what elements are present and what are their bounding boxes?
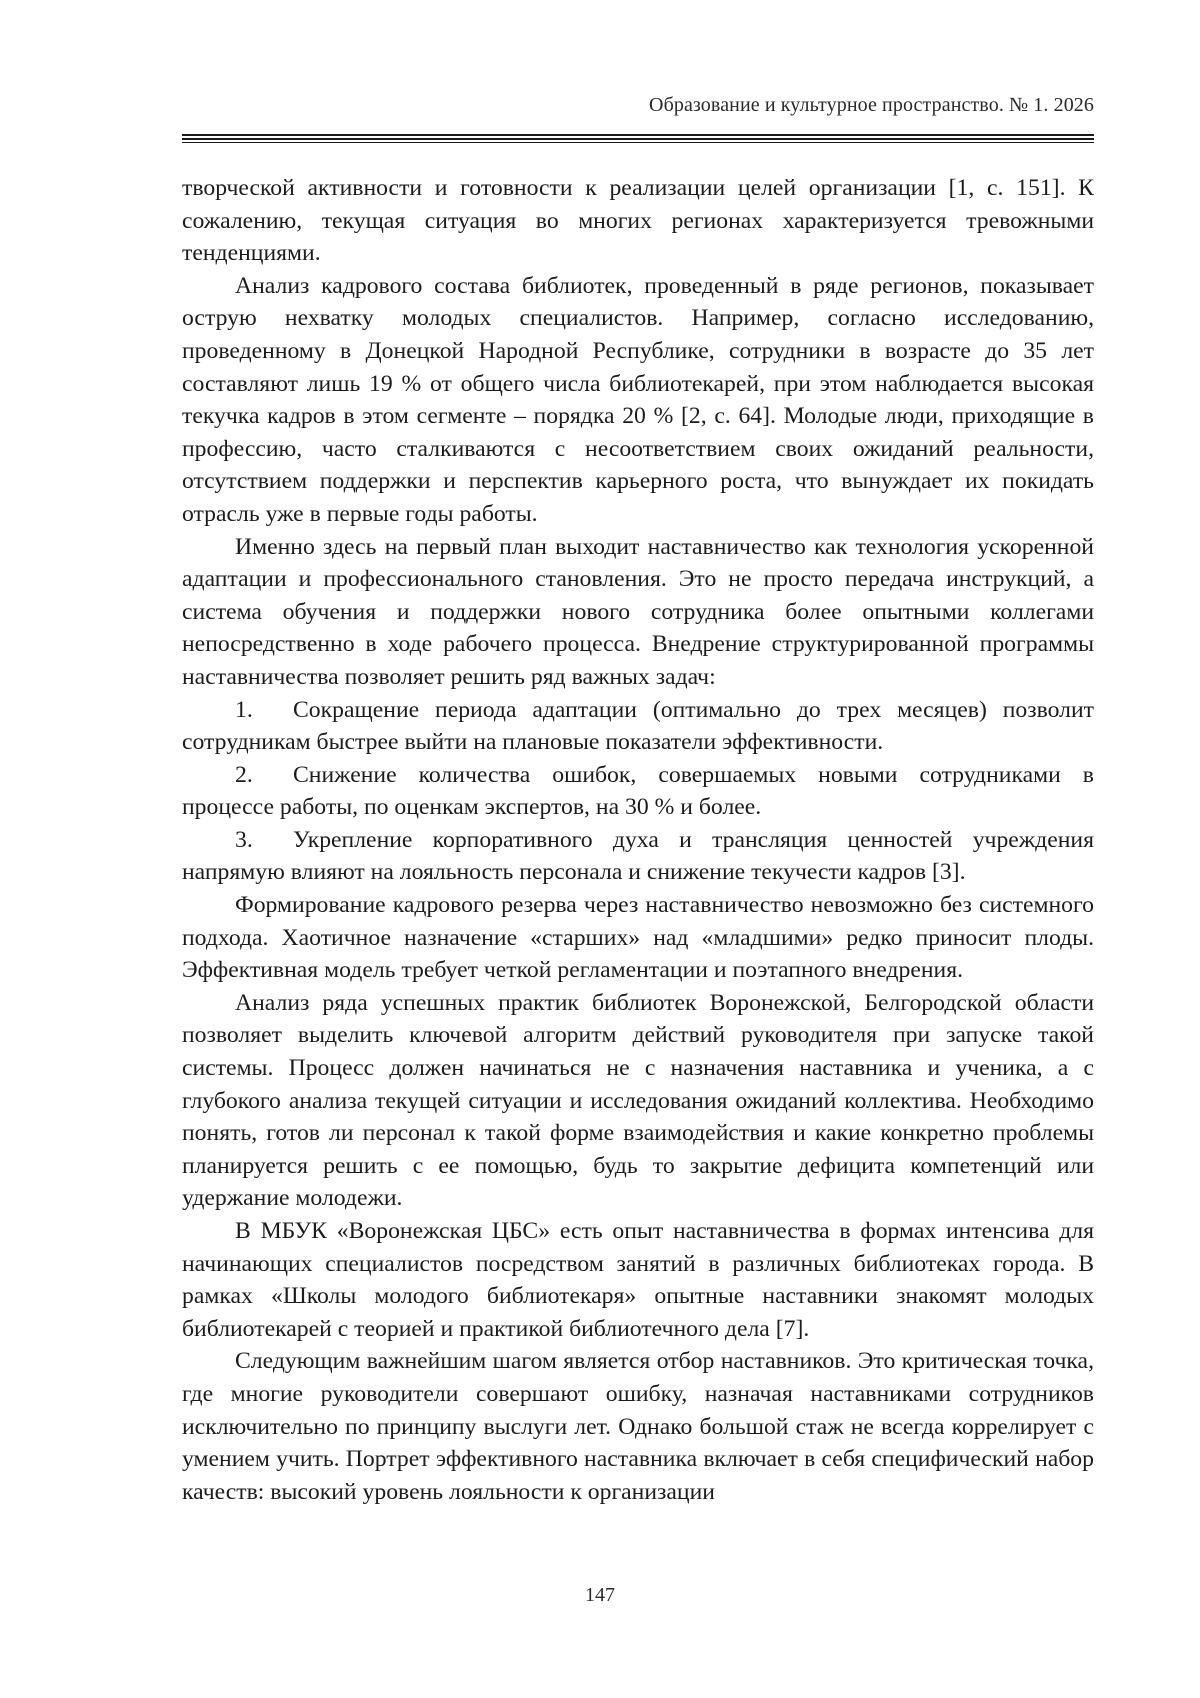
header-rule-middle	[182, 138, 1094, 140]
header-rule-thin	[182, 142, 1094, 143]
paragraph-continuation: творческой активности и готовности к реализации целей организации [1, с. 151]. К сожалению, текущая ситуация во многих регионах характеризуется тревожными тенденциями.	[182, 175, 1094, 267]
list-item-text: Сокращение периода адаптации (оптимально до трех месяцев) позволит сотрудникам быстрее выйти на плановые показатели эффективности.	[182, 696, 1094, 756]
article-body	[182, 172, 1094, 1508]
list-item-number: 1.	[235, 696, 253, 723]
header-rule-thick	[182, 134, 1094, 136]
paragraph: Анализ ряда успешных практик библиотек Воронежской, Белгородской области позволяет выделить ключевой алгоритм действий руководителя при запуске такой системы. Процесс должен начинаться не с назначения наставника и ученика, а с глубокого анализа текущей ситуации и исследования ожиданий коллектива. Необходимо понять, готов ли персонал к такой форме взаимодействия и какие конкретно проблемы планируется решить с ее помощью, будь то закрытие дефицита компетенций или удержание молодежи.	[182, 989, 1094, 1212]
paragraph: Формирование кадрового резерва через наставничество невозможно без системного подхода. Хаотичное назначение «старших» над «младшими» редко приносит плоды. Эффективная модель требует четкой регламентации и поэтапного внедрения.	[182, 892, 1094, 984]
list-item	[182, 759, 1094, 824]
paragraph: Именно здесь на первый план выходит наставничество как технология ускоренной адаптации и профессионального становления. Это не просто передача инструкций, а система обучения и поддержки нового сотрудника более опытными коллегами непосредственно в ходе рабочего процесса. Внедрение структурированной программы наставничества позволяет решить ряд важных задач:	[182, 533, 1094, 690]
list-item	[182, 694, 1094, 759]
running-title: Образование и культурное пространство. № 1. 2026	[649, 94, 1094, 116]
list-item-number: 3.	[235, 826, 253, 853]
list-item	[182, 824, 1094, 889]
paragraph: В МБУК «Воронежская ЦБС» есть опыт наставничества в формах интенсива для начинающих специалистов посредством занятий в различных библиотеках города. В рамках «Школы молодого библиотекаря» опытные наставники знакомят молодых библиотекарей с теорией и практикой библиотечного дела [7].	[182, 1218, 1094, 1342]
paragraph: Анализ кадрового состава библиотек, проведенный в ряде регионов, показывает острую нехватку молодых специалистов. Например, согласно исследованию, проведенному в Донецкой Народной Республике, сотрудники в возрасте до 35 лет составляют лишь 19 % от общего числа библиотекарей, при этом наблюдается высокая текучка кадров в этом сегменте – порядка 20 % [2, с. 64]. Молодые люди, приходящие в профессию, часто сталкиваются с несоответствием своих ожиданий реальности, отсутствием поддержки и перспектив карьерного роста, что вынуждает их покидать отрасль уже в первые годы работы.	[182, 272, 1094, 527]
list-item-text: Укрепление корпоративного духа и трансляция ценностей учреждения напрямую влияют на лояльность персонала и снижение текучести кадров [3].	[182, 826, 1094, 886]
page-number: 147	[585, 1584, 615, 1606]
list-item-text: Снижение количества ошибок, совершаемых новыми сотрудниками в процессе работы, по оценкам экспертов, на 30 % и более.	[182, 761, 1094, 821]
paragraph: Следующим важнейшим шагом является отбор наставников. Это критическая точка, где многие руководители совершают ошибку, назначая наставниками сотрудников исключительно по принципу выслуги лет. Однако большой стаж не всегда коррелирует с умением учить. Портрет эффективного наставника включает в себя специфический набор качеств: высокий уровень лояльности к организации	[182, 1348, 1094, 1505]
list-item-number: 2.	[235, 761, 253, 788]
